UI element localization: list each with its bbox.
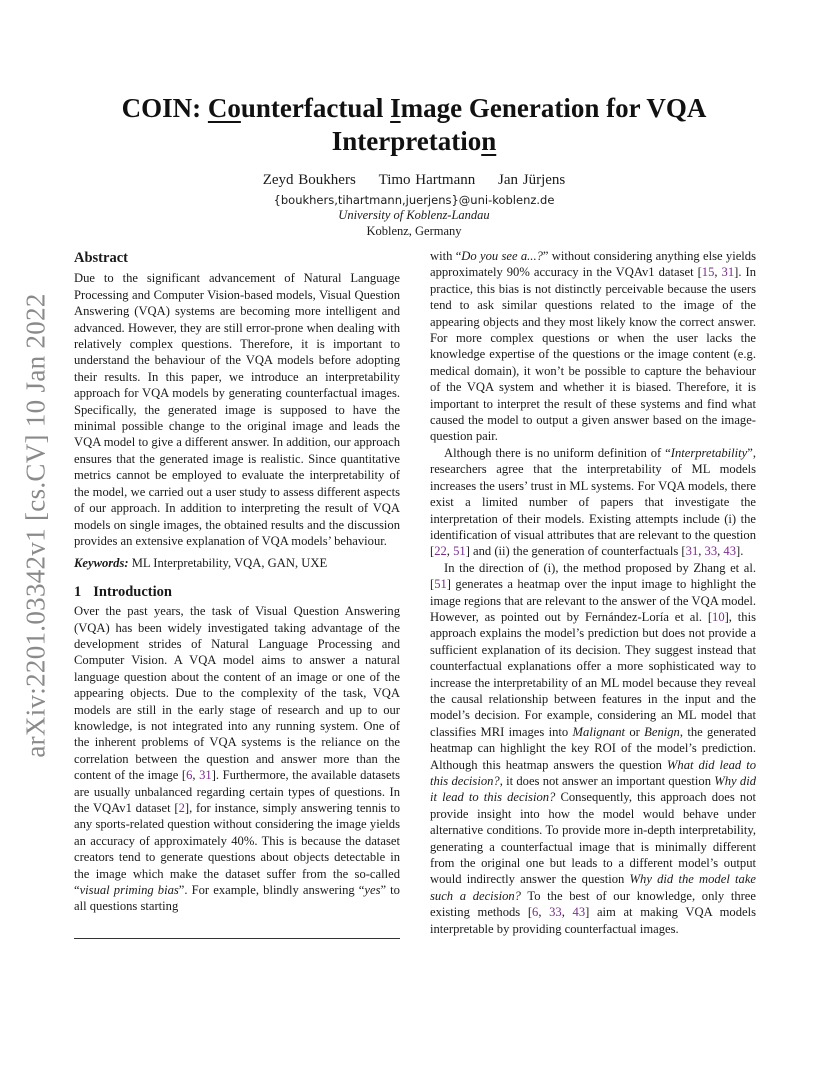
text-run: ], for instance, simply answering tennis to any sports-related question without considering the image yields an accuracy of approximately 40%. This is because the dataset creators tend to generate questions about objects detectable in the image which make the dataset suffer from the so-called “ <box>74 801 400 898</box>
emphasis: Benign <box>644 724 680 739</box>
text-run: with “ <box>430 249 462 263</box>
text-run: Consequently, this approach does not provide insight into how the model would behave under alternative conditions. To provide more in-depth interpretability, generating a counterfactual image that is minimally different from the original one but leads to a different model’s output would indirectly answer the question <box>430 790 756 887</box>
text-run: Although there is no uniform definition of “ <box>444 445 671 460</box>
text-run: , <box>717 544 724 559</box>
left-column <box>74 250 400 915</box>
citation-link[interactable]: 10 <box>712 609 725 624</box>
emphasis: Why did the model take such a decision? <box>430 872 757 903</box>
citation-link[interactable]: 51 <box>434 577 447 592</box>
author-name: Zeyd Boukhers <box>262 172 356 188</box>
text-run: , <box>538 905 550 920</box>
text-run: ] and (ii) the generation of counterfactuals [ <box>465 544 686 559</box>
text-run: ” to all questions starting <box>74 883 400 914</box>
author-list <box>74 172 754 189</box>
author-name: Jan Jürjens <box>498 172 566 188</box>
title-underlined-part: Co <box>207 93 241 123</box>
citation-link[interactable]: 31 <box>721 265 735 280</box>
footnote-rule <box>74 938 400 939</box>
title-part: unterfactual <box>240 93 391 123</box>
text-run: ” without considering anything else yields approximately 90% accuracy in the VQAv1 dataset [ <box>430 249 756 280</box>
keywords <box>74 555 400 571</box>
text-run: , the generated heatmap can highlight the key ROI of the model’s prediction. Although this heatmap answers the question <box>430 724 756 772</box>
intro-paragraph <box>74 603 400 915</box>
text-run: , <box>192 768 200 783</box>
arxiv-stamp <box>10 290 62 760</box>
body-paragraph <box>430 445 756 560</box>
citation-link[interactable]: 33 <box>704 544 718 559</box>
citation-link[interactable]: 43 <box>723 544 737 559</box>
text-run: , <box>698 544 705 559</box>
citation-link[interactable]: 6 <box>532 905 539 920</box>
body-paragraph <box>430 560 756 937</box>
text-run: Over the past years, the task of Visual Question Answering (VQA) has been widely investigated taking advantage of the development strides of Natural Language Processing and Computer Vision. A VQA model aims to answer a natural language question about the content of an image or one of the appearing objects. Due to the complexity of the task, VQA models are still in the early stage of research and up to our knowledge, is not integrated into any running system. One of the inherent problems of VQA systems is the reliance on the correlation between the question and answer more than the content of the image [ <box>74 604 400 783</box>
text-run: ]. In practice, this bias is not distinctly perceivable because the users tend to ask similar questions related to the image of the appearing objects and they most likely know the correct answer. For more complex questions or when the user lacks the knowledge expertise of the questions or the image content (e.g. medical domain), it won’t be possible to capture the behaviour of the VQA system and whether it is biased. Therefore, it is important to interpret the result of these systems and find what caused the model to output a given answer based on the image-question pair. <box>430 265 756 444</box>
section-number: 1 <box>74 583 82 600</box>
citation-link[interactable]: 22 <box>434 544 447 559</box>
citation-link[interactable]: 43 <box>572 905 586 920</box>
text-run: , it does not answer an important question <box>499 774 715 788</box>
section-title: Introduction <box>93 583 172 600</box>
emphasis: What did lead to this decision? <box>430 757 757 788</box>
emphasis: Malignant <box>572 724 626 739</box>
text-run: , <box>561 905 573 920</box>
text-run: ] aim at making VQA models interpretable by providing counterfactual images. <box>430 905 756 936</box>
author-university: University of Koblenz-Landau <box>338 208 490 222</box>
text-run: ”, researchers agree that the interpretability of ML models increases the users’ trust in ML systems. For VQA models, there exist a limited number of papers that investigate the interpretation of their models. Existing attempts include (i) the identification of visual attributes that are relevant to the question [ <box>430 445 756 559</box>
text-run: To the best of our knowledge, only three existing methods [ <box>430 888 756 920</box>
title-part: Interpretatio <box>331 126 482 156</box>
citation-link[interactable]: 15 <box>701 265 715 280</box>
keywords-text: ML Interpretability, VQA, GAN, UXE <box>131 556 328 571</box>
emphasis: yes <box>364 883 381 898</box>
emphasis: Why did it lead to this decision? <box>430 774 756 805</box>
citation-link[interactable]: 2 <box>178 801 185 815</box>
citation-link[interactable]: 31 <box>685 544 699 559</box>
right-column <box>430 248 756 937</box>
text-run: ], this approach explains the model’s prediction but does not provide a sufficient explanation of its decision. They suggest instead that counterfactual explanations offer a more sophisticated way to increase the interpretability of an ML model because they reveal the causal relationship between features in the input and the model’s decision. For example, considering an ML model that classifies MRI images into <box>430 609 757 739</box>
text-run: or <box>625 724 645 739</box>
text-run: ”. For example, blindly answering “ <box>178 883 365 898</box>
text-run: In the direction of (i), the method proposed by Zhang et al. [ <box>430 560 756 592</box>
abstract-body: Due to the significant advancement of Natural Language Processing and Computer Vision-based models, Visual Question Answering (VQA) systems are becoming more intelligent and advanced. However, they are still error-prone when dealing with relatively complex questions. Therefore, it is important to understand the behaviour of the VQA models before adopting their results. In this paper, we introduce an interpretability approach for VQA models by generating counterfactual images. Specifically, the generated image is supposed to have the minimal possible change to the original image and leads the VQA model to give a different answer. In addition, our approach ensures that the generated image is realistic. Since quantitative metrics cannot be employed to evaluate the interpretability of the model, we carried out a user study to assess different aspects of our approach. In addition to interpreting the result of VQA models on single images, the obtained results and the discussion provides an extensive explanation of VQA models’ behaviour. <box>74 271 400 548</box>
author-email: {boukhers,tihartmann,juerjens}@uni-koblenz.de <box>273 193 555 207</box>
emphasis: visual priming bias <box>79 883 179 898</box>
title-underlined-part: I <box>390 93 401 123</box>
text-run: , <box>714 265 722 280</box>
body-paragraph <box>430 248 756 445</box>
keywords-label: Keywords: <box>74 556 129 571</box>
citation-link[interactable]: 33 <box>549 905 562 920</box>
text-run: ]. <box>736 544 744 559</box>
emphasis: Do you see a...? <box>461 249 543 263</box>
citation-link[interactable]: 51 <box>453 544 466 559</box>
emphasis: Interpretability <box>670 445 748 460</box>
citation-link[interactable]: 31 <box>199 768 212 783</box>
paper-title <box>74 92 754 158</box>
arxiv-stamp-text: arXiv:2201.03342v1 [cs.CV] 10 Jan 2022 <box>20 292 51 758</box>
text-run: ]. Furthermore, the available datasets are usually unbalanced regarding certain types of questions. In the VQAv1 dataset [ <box>74 768 400 815</box>
author-location: Koblenz, Germany <box>366 224 462 238</box>
citation-link[interactable]: 6 <box>186 768 193 783</box>
title-part: COIN: <box>121 93 208 123</box>
title-underlined-part: n <box>481 126 497 156</box>
author-name: Timo Hartmann <box>378 172 476 188</box>
abstract-heading: Abstract <box>74 250 128 266</box>
title-part: mage Generation for VQA <box>400 93 707 123</box>
text-run: , <box>446 544 454 559</box>
section-heading-introduction <box>74 584 400 600</box>
text-run: ] generates a heatmap over the input image to highlight the image regions that are relevant to the answer of the VQA model. However, as pointed out by Fernández-Loría et al. [ <box>430 577 756 624</box>
